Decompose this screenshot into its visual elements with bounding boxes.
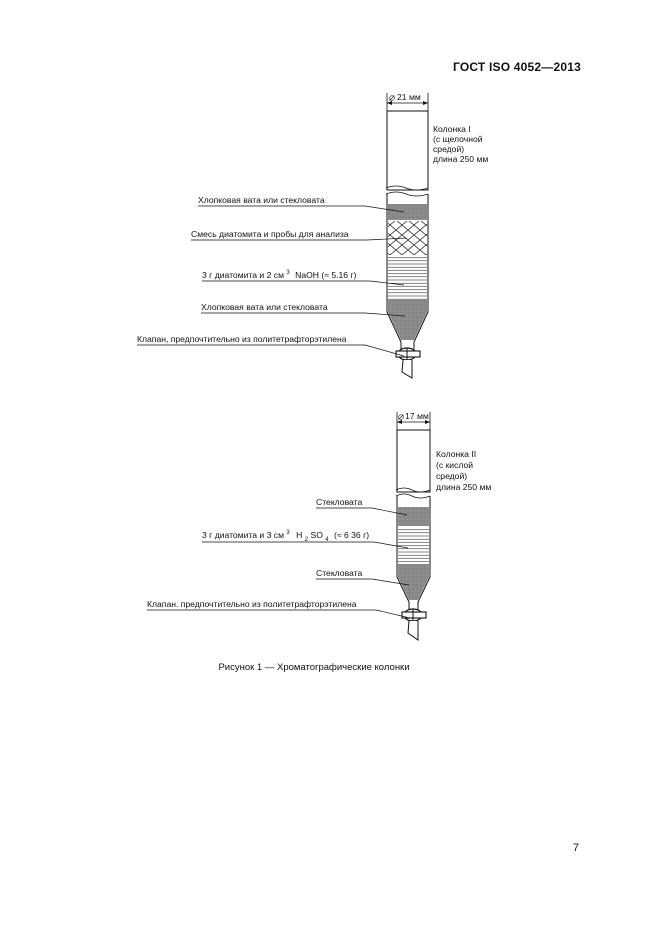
column-2-upper-tube [397,430,430,492]
column-1-upper-tube [387,111,428,190]
column-1-top-plug [388,204,427,220]
column-2-acid-layer [398,527,429,564]
column-1-top-plug-label: Хлопковая вата или стекловата [198,195,325,205]
column-1-diameter-dimension [387,92,428,111]
column-2-valve [402,609,426,640]
column-1 [137,92,488,378]
column-2-valve-label: Клапан. предпочтительно из политетрафторэтилена [147,599,357,609]
column-1-naoh-layer [388,255,427,299]
column-2-bottom-plug [398,564,429,600]
column-2-top-plug [398,507,429,526]
column-2 [147,411,491,640]
column-1-mixture-label: Смесь диатомита и пробы для анализа [191,229,349,239]
page-number: 7 [572,842,579,854]
column-1-valve-label: Клапан, предпочтительно из политетрафторэтилена [137,334,347,344]
column-2-name: Колонка II (с кислой средой) длина 250 мм [436,449,492,492]
column-1-name: Колонка I (с щелочной средой) длина 250 мм [433,124,489,164]
column-1-bottom-plug [388,299,427,340]
column-2-bottom-plug-label: Стекловата [316,568,363,578]
column-1-mixture-layer [388,221,427,255]
column-2-top-plug-label: Стекловата [316,497,363,507]
column-1-naoh-label: 3 г диатомита и 2 см $^3$ NaOH (≈ 5.16 г) [202,270,357,280]
figure-caption: Рисунок 1 — Хроматографические колонки [218,662,410,673]
standard-header: ГОСТ ISO 4052—2013 [452,60,581,74]
column-1-valve [396,348,420,378]
column-2-acid-label: 3 г диатомита и 3 см $^3$ H $_2$ SO $_4$ (≈ 6 36 г) [202,530,370,543]
column-2-diameter: 17 мм [405,411,429,421]
column-2-diameter-dimension [397,411,430,430]
column-1-bottom-plug-label: Хлопковая вата или стекловата [201,302,328,312]
column-1-diameter: 21 мм [397,92,421,102]
